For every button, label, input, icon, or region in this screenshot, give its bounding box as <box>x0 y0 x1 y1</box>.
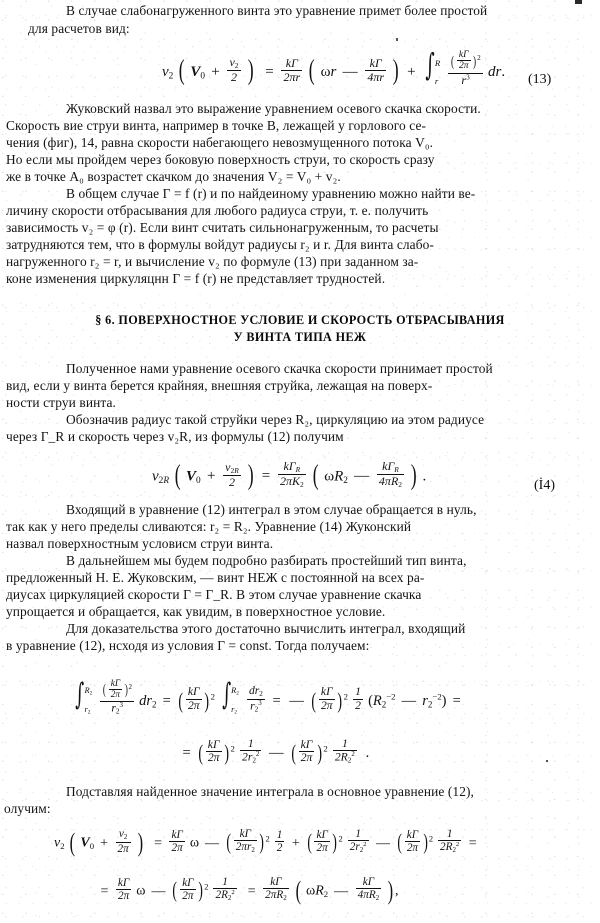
integral-derivation-line-1: ∫ $R_2$ $r_2$ ( $\frac{kГ}{2\pi}$ )$^2$ $r_2^3$ $dr_2$ = ( $\frac{kГ}{2\pi}$ )$^2$ ∫ $R_2$ $r_2$ $\frac{dr_2}{r_2^3}$ = — ( $\frac{kГ}{2\pi}$ )$^2$ $\frac{1}{2}$ ($R_2^{-2}$ — $r_2^{-2}$) = <box>75 677 461 716</box>
equation-number-13: (13) <box>528 72 552 87</box>
body-text: личину скорости отбрасывания для любого радиуса струи, т. е. получить <box>6 203 429 218</box>
body-text: назвал поверхностным условисм струи винта. <box>6 536 274 551</box>
body-line <box>6 204 428 217</box>
body-line <box>6 605 385 618</box>
body-text: Но если мы пройдем через боковую поверхность струи, то скорость сразу <box>6 152 435 167</box>
body-line <box>28 102 481 115</box>
body-line <box>6 119 426 132</box>
scan-artifact-top-right <box>575 0 582 4</box>
section-heading-line-2 <box>0 330 600 345</box>
body-text: В общем случае Г = f (r) и по найдеиному уравнению можно найти ве- <box>66 186 476 201</box>
scan-artifact-right-margin <box>546 760 548 762</box>
body-line <box>6 238 434 251</box>
body-text: Входящий в уравнение (12) интеграл в этом случае обращается в нуль, <box>66 502 477 517</box>
body-line <box>28 785 474 798</box>
section-heading-text: У ВИНТА ТИПА НЕЖ <box>233 330 367 344</box>
body-line <box>28 187 475 200</box>
body-line <box>6 396 116 409</box>
section-heading-text: § 6. ПОВЕРХНОСТНОЕ УСЛОВИЕ И СКОРОСТЬ ОТБРАСЫВАНИЯ <box>95 313 505 327</box>
body-line <box>6 221 439 234</box>
integral-derivation-line-2: = ( $\frac{kГ}{2\pi}$ )$^2$ $\frac{1}{2r_2^2}$ — ( $\frac{kГ}{2\pi}$ )$^2$ $\frac{1}{2R_2^2}$ . <box>182 736 370 765</box>
equation-14: $v_{2R}$ ( $V_0$ + $\frac{v_{2R}}{2}$ ) = $\frac{kГ_R}{2\pi K_2}$ ( $\omega R_2$ — $\frac{kГ_R}{4\pi R_2}$ ) . <box>152 459 427 491</box>
body-text: Скорость вие струи винта, например в точке B, лежащей у горлового се- <box>6 118 427 133</box>
body-line <box>4 802 51 815</box>
body-line <box>28 503 477 516</box>
body-line <box>28 622 465 635</box>
body-text: упрощается и обращается, как увидим, в поверхностное условие. <box>6 604 386 619</box>
body-line <box>6 520 411 533</box>
body-text: через Г_R и скорость через v₂R, из формулы (12) получим <box>6 429 344 444</box>
body-line <box>6 430 344 443</box>
body-text: для расчетов вид: <box>28 21 130 36</box>
body-text: же в точке A₀ возрастет скачком до значения V₂ = V₀ + v₂. <box>6 169 341 184</box>
equation-number-14: (İ4) <box>534 478 555 493</box>
body-text: коне изменения циркуляцнн Г = f (r) не представляет трудностей. <box>6 271 386 286</box>
body-text: Для доказательства этого достаточно вычислить интеграл, входящий <box>66 621 466 636</box>
body-text: предложенный Н. Е. Жуковским, — винт НЕЖ с постоянной на всех ра- <box>6 570 425 585</box>
final-derivation-line-1: $v_2$ ( $V_0$ + $\frac{v_2}{2\pi}$ ) = $\frac{kГ}{2\pi}$ ω — ( $\frac{kГ}{2\pi r_2}$ )$^2$ $\frac{1}{2}$ + ( $\frac{kГ}{2\pi}$ )$^2$ $\frac{1}{2r_2^2}$ — ( $\frac{kГ}{2\pi}$ )$^2$ $\frac{1}{2R_2^2}$ = <box>54 826 477 857</box>
body-line <box>6 170 341 183</box>
body-text: олучим: <box>4 801 51 816</box>
body-text: Жуковский назвал это выражение уравнением осевого скачка скорости. <box>66 101 481 116</box>
scan-artifact-eq13-dot <box>396 38 398 41</box>
body-text: в уравнение (12), нсходя из условия Г = const. Тогда получаем: <box>6 638 370 653</box>
body-line <box>28 4 487 17</box>
body-text: так как у него пределы сливаются: r₂ = R₂. Уравнение (14) Жуконский <box>6 519 412 534</box>
body-line <box>28 554 467 567</box>
body-line <box>6 255 418 268</box>
equation-13: $v_2$ ( $V_0$ + $\frac{v_2}{2}$ ) = $\frac{kГ}{2\pi r}$ ( ωr — $\frac{kГ}{4\pi r}$ ) + ∫ R r ( $\frac{kГ}{2\pi}$ )$^2$ $r^3$ dr. <box>162 47 506 88</box>
body-text: нагруженного r₂ = r, и вычисление v₂ по формуле (13) при заданном за- <box>6 254 419 269</box>
body-line <box>6 379 432 392</box>
body-text: диусах циркуляцией скорости Г = Г_R. В этом случае уравнение скачка <box>6 587 422 602</box>
body-text: затрудняются тем, что в формулы войдут радиусы r₂ и r. Для винта слабо- <box>6 237 434 252</box>
body-text: В дальнейшем мы будем подробно разбирать простейший тип винта, <box>66 553 467 568</box>
section-heading-line-1 <box>0 313 600 328</box>
body-line <box>6 639 369 652</box>
body-text: Обозначив радиус такой струйки через R₂, циркуляцию иа этом радиусе <box>66 412 485 427</box>
body-text: Подставляя найденное значение интеграла в основное уравнение (12), <box>66 784 475 799</box>
body-line <box>28 22 130 35</box>
final-derivation-line-2: = $\frac{kГ}{2\pi}$ ω — ( $\frac{kГ}{2\pi}$ )$^2$ $\frac{1}{2R_2^2}$ = $\frac{kГ}{2\pi R_2}$ ( $\omega R_2$ — $\frac{kГ}{4\pi R_2}$ ) , <box>100 874 399 905</box>
body-line <box>6 588 421 601</box>
body-line <box>6 136 433 149</box>
body-text: ности струи винта. <box>6 395 116 410</box>
body-line <box>6 153 435 166</box>
body-text: чения (фиг), 14, равна скорости набегающего невозмущенного потока V₀. <box>6 135 434 150</box>
body-line <box>6 272 385 285</box>
body-line <box>6 571 424 584</box>
body-line <box>6 537 273 550</box>
body-text: В случае слабонагруженного винта это уравнение примет более простой <box>66 3 488 18</box>
body-text: Полученное нами уравнение осевого скачка скорости принимает простой <box>66 361 493 376</box>
body-text: зависимость v₂ = φ (r). Если винт считать сильнонагруженным, то расчеты <box>6 220 439 235</box>
body-text: вид, если у винта берется крайняя, внешняя струйка, лежащая на поверх- <box>6 378 433 393</box>
body-line <box>28 362 493 375</box>
body-line <box>28 413 484 426</box>
